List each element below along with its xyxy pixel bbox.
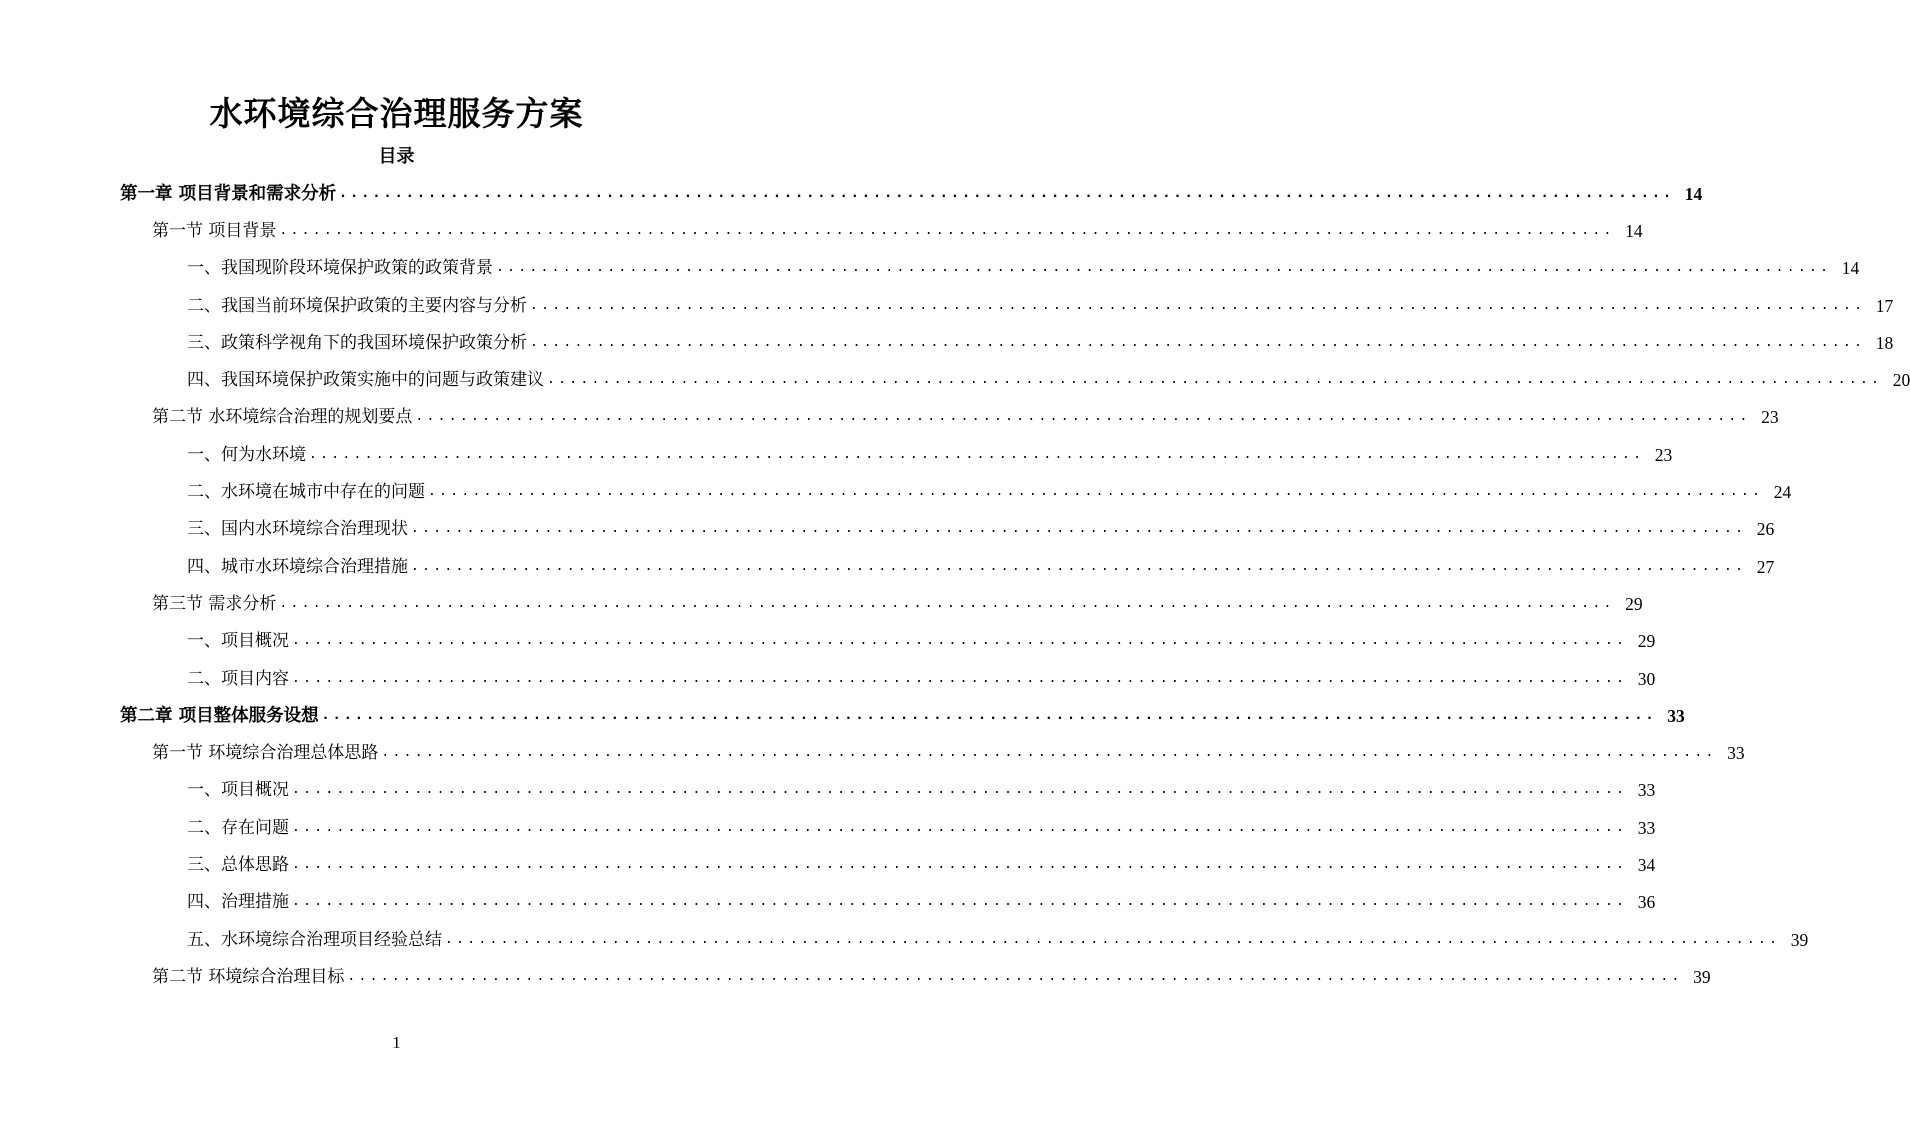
toc-subsection-entry[interactable] — [0, 660, 1656, 697]
toc-entry-text: 第二章 项目整体服务设想 — [120, 705, 319, 726]
toc-section-entry[interactable] — [0, 958, 1711, 995]
toc-dot-leader: ........................................................................................................................ — [347, 968, 1683, 984]
toc-page-number: 24 — [1773, 482, 1792, 503]
toc-entry-text: 二、项目内容 — [187, 668, 289, 689]
toc-subsection-entry[interactable] — [0, 846, 1656, 883]
toc-subsection-entry[interactable] — [0, 436, 1673, 473]
table-of-contents — [0, 175, 1910, 996]
toc-subsection-entry[interactable] — [0, 809, 1656, 846]
toc-dot-leader: ........................................................................................................................ — [530, 334, 1866, 350]
toc-page-number: 39 — [1790, 929, 1809, 950]
toc-entry-text: 四、城市水环境综合治理措施 — [187, 556, 408, 577]
toc-subsection-entry[interactable] — [0, 511, 1775, 548]
toc-subsection-entry[interactable] — [0, 772, 1656, 809]
toc-entry-text: 五、水环境综合治理项目经验总结 — [187, 929, 442, 950]
toc-dot-leader: ........................................................................................................................ — [292, 782, 1628, 798]
toc-entry-text: 一、我国现阶段环境保护政策的政策背景 — [187, 258, 493, 279]
toc-page-number: 33 — [1727, 743, 1745, 764]
toc-page-number: 23 — [1654, 444, 1673, 465]
toc-dot-leader: ........................................................................................................................ — [292, 819, 1628, 835]
toc-entry-text: 二、存在问题 — [187, 817, 289, 838]
toc-entry-text: 第二节 环境综合治理目标 — [152, 966, 345, 987]
toc-page-number: 27 — [1756, 556, 1775, 577]
toc-page-number: 34 — [1637, 854, 1656, 875]
toc-entry-text: 第一节 项目背景 — [152, 220, 277, 241]
toc-page-number: 26 — [1756, 519, 1775, 540]
toc-section-entry[interactable] — [0, 585, 1643, 622]
toc-entry-text: 一、项目概况 — [187, 780, 289, 801]
toc-entry-text: 二、水环境在城市中存在的问题 — [187, 482, 425, 503]
toc-entry-text: 一、项目概况 — [187, 631, 289, 652]
toc-page-number: 23 — [1761, 407, 1779, 428]
toc-page-number: 39 — [1693, 966, 1711, 987]
toc-dot-leader: ........................................................................................................................ — [292, 633, 1628, 649]
toc-dot-leader: ........................................................................................................................ — [415, 409, 1751, 425]
toc-entry-text: 四、我国环境保护政策实施中的问题与政策建议 — [187, 370, 544, 391]
toc-entry-text: 三、政策科学视角下的我国环境保护政策分析 — [187, 332, 527, 353]
toc-page-number: 17 — [1875, 295, 1894, 316]
toc-dot-leader: ........................................................................................................................ — [292, 670, 1628, 686]
toc-subsection-entry[interactable] — [0, 623, 1656, 660]
toc-dot-leader: ........................................................................................................................ — [279, 595, 1615, 611]
toc-page-number: 33 — [1637, 780, 1656, 801]
toc-page-number: 36 — [1637, 892, 1656, 913]
toc-dot-leader: ........................................................................................................................ — [292, 894, 1628, 910]
toc-section-entry[interactable] — [0, 212, 1643, 249]
toc-dot-leader: ........................................................................................................................ — [530, 297, 1866, 313]
toc-entry-text: 二、我国当前环境保护政策的主要内容与分析 — [187, 295, 527, 316]
toc-dot-leader: ........................................................................................................................ — [339, 185, 1675, 201]
toc-section-entry[interactable] — [0, 399, 1779, 436]
toc-page-number: 14 — [1841, 258, 1860, 279]
toc-entry-text: 第二节 水环境综合治理的规划要点 — [152, 407, 413, 428]
toc-dot-leader: ........................................................................................................................ — [309, 446, 1645, 462]
toc-chapter-entry[interactable] — [0, 175, 1703, 212]
toc-page-number: 29 — [1637, 631, 1656, 652]
toc-chapter-entry[interactable] — [0, 697, 1685, 734]
toc-entry-text: 一、何为水环境 — [187, 444, 306, 465]
toc-page-number: 18 — [1875, 332, 1894, 353]
toc-page-number: 33 — [1637, 817, 1656, 838]
toc-entry-text: 四、治理措施 — [187, 892, 289, 913]
toc-entry-text: 三、总体思路 — [187, 854, 289, 875]
toc-page-number: 14 — [1684, 183, 1703, 204]
toc-dot-leader: ........................................................................................................................ — [279, 222, 1615, 238]
document-title: 水环境综合治理服务方案 — [209, 94, 584, 133]
toc-page-number: 14 — [1625, 220, 1643, 241]
toc-entry-text: 第一章 项目背景和需求分析 — [120, 183, 337, 204]
toc-dot-leader: ........................................................................................................................ — [547, 372, 1883, 388]
toc-dot-leader: ........................................................................................................................ — [411, 521, 1747, 537]
toc-subsection-entry[interactable] — [0, 548, 1775, 585]
toc-dot-leader: ........................................................................................................................ — [411, 558, 1747, 574]
toc-dot-leader: ........................................................................................................................ — [381, 745, 1717, 761]
toc-section-entry[interactable] — [0, 734, 1745, 771]
toc-dot-leader: ........................................................................................................................ — [321, 707, 1657, 723]
toc-page-number: 30 — [1637, 668, 1656, 689]
toc-dot-leader: ........................................................................................................................ — [445, 931, 1781, 947]
toc-page-number: 20 — [1892, 370, 1910, 391]
toc-page-number: 29 — [1625, 593, 1643, 614]
toc-subsection-entry[interactable] — [0, 250, 1860, 287]
toc-dot-leader: ........................................................................................................................ — [428, 484, 1764, 500]
page-number: 1 — [392, 1033, 401, 1052]
toc-entry-text: 三、国内水环境综合治理现状 — [187, 519, 408, 540]
toc-subsection-entry[interactable] — [0, 884, 1656, 921]
toc-heading: 目录 — [378, 146, 415, 167]
toc-subsection-entry[interactable] — [0, 921, 1809, 958]
toc-subsection-entry[interactable] — [0, 473, 1792, 510]
toc-dot-leader: ........................................................................................................................ — [292, 856, 1628, 872]
toc-page-number: 33 — [1667, 705, 1685, 726]
toc-dot-leader: ........................................................................................................................ — [496, 260, 1832, 276]
toc-subsection-entry[interactable] — [0, 361, 1910, 398]
toc-entry-text: 第一节 环境综合治理总体思路 — [152, 743, 379, 764]
toc-entry-text: 第三节 需求分析 — [152, 593, 277, 614]
toc-subsection-entry[interactable] — [0, 287, 1894, 324]
toc-subsection-entry[interactable] — [0, 324, 1894, 361]
